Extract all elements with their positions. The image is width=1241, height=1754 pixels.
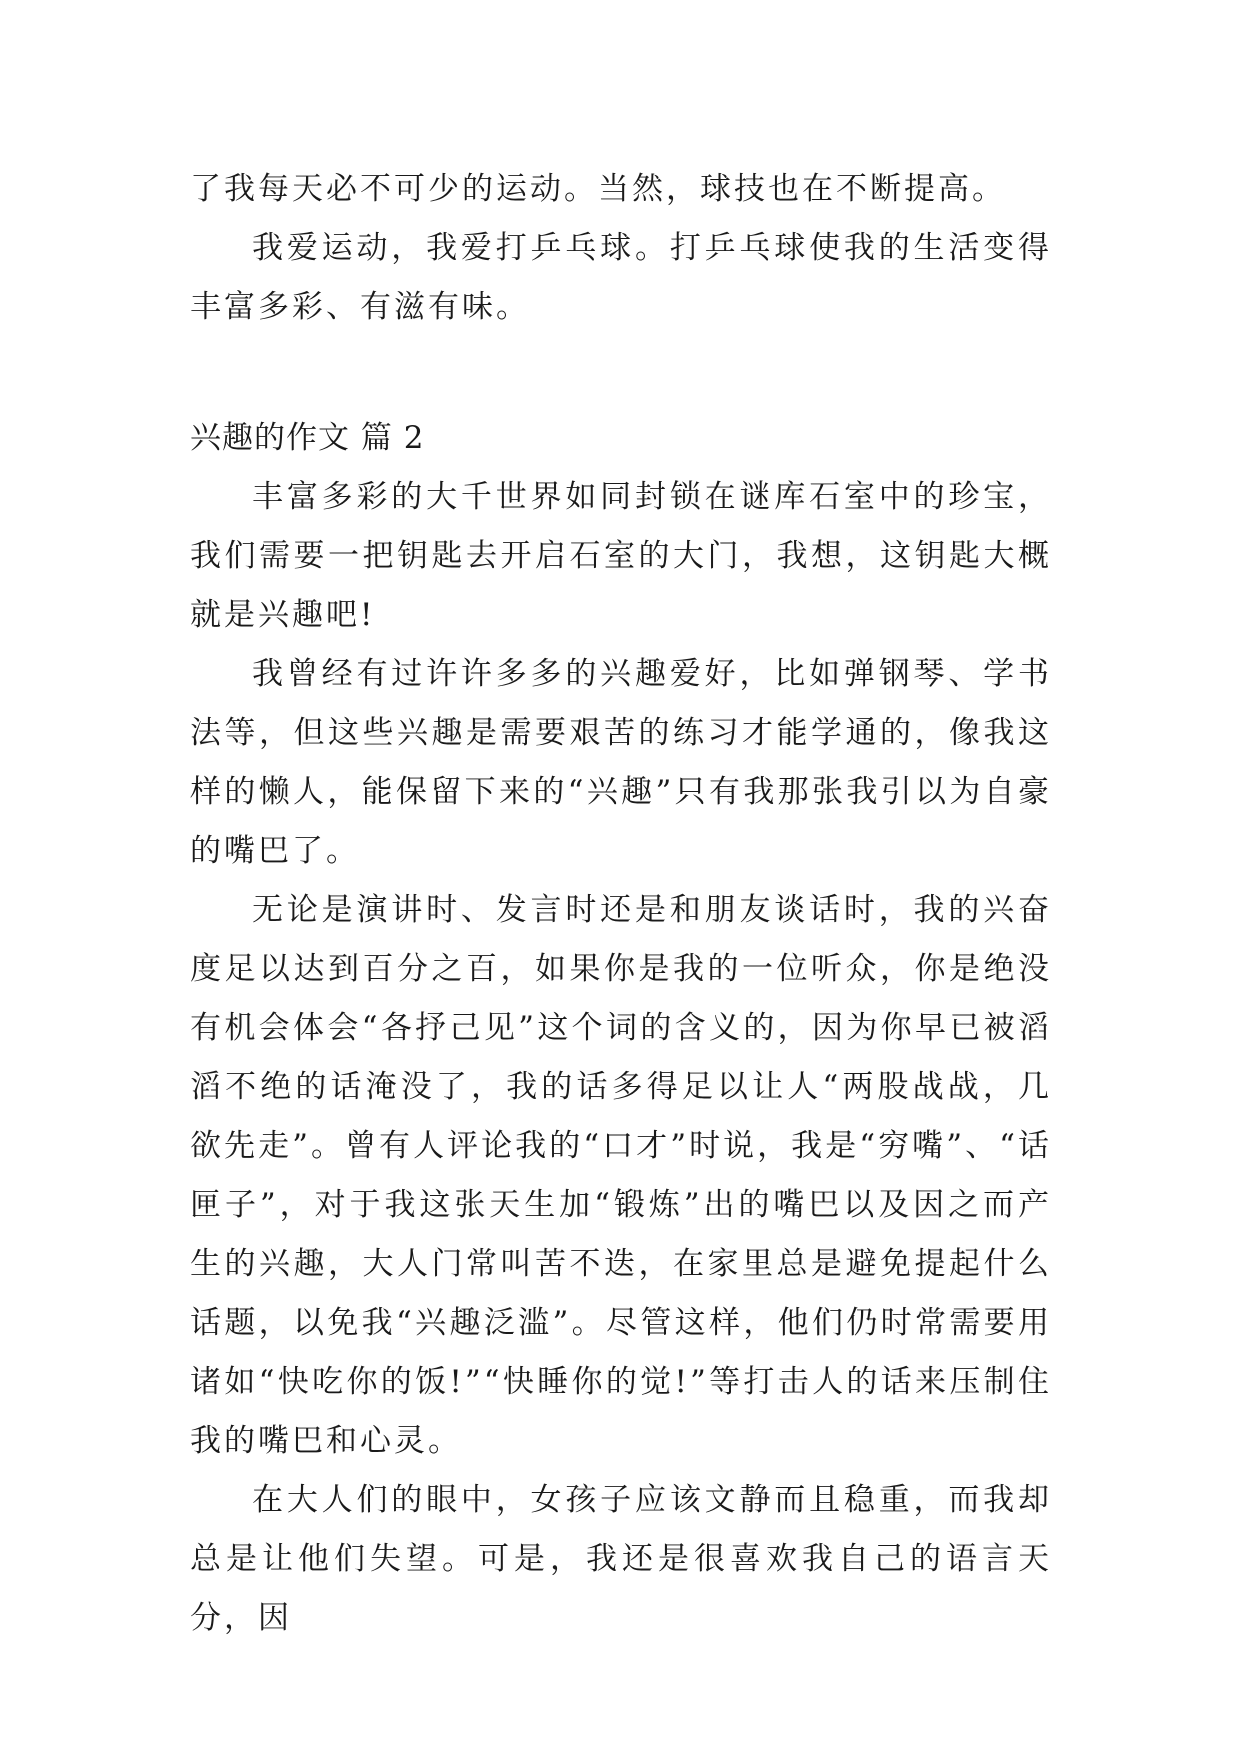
paragraph: 在大人们的眼中，女孩子应该文静而且稳重，而我却总是让他们失望。可是，我还是很喜欢我自己的语言天分，因 (190, 1482, 1052, 1636)
paragraph: 我爱运动，我爱打乒乓球。打乒乓球使我的生活变得丰富多彩、有滋有味。 (190, 230, 1052, 325)
paragraph: 丰富多彩的大千世界如同封锁在谜库石室中的珍宝，我们需要一把钥匙去开启石室的大门，我想，这钥匙大概就是兴趣吧! (190, 479, 1052, 633)
section-gap (190, 337, 1052, 409)
document-page (190, 160, 1052, 1648)
paragraph-continuation: 了我每天必不可少的运动。当然，球技也在不断提高。 (190, 171, 1006, 207)
paragraph: 无论是演讲时、发言时还是和朋友谈话时，我的兴奋度足以达到百分之百，如果你是我的一位听众，你是绝没有机会体会“各抒己见”这个词的含义的，因为你早已被滔滔不绝的话淹没了，我的话多得足以让人“两股战战，几欲先走”。曾有人评论我的“口才”时说，我是“穷嘴”、“话匣子”，对于我这张天生加“锻炼”出的嘴巴以及因之而产生的兴趣，大人门常叫苦不迭，在家里总是避免提起什么话题，以免我“兴趣泛滥”。尽管这样，他们仍时常需要用诸如“快吃你的饭!”“快睡你的觉!”等打击人的话来压制住我的嘴巴和心灵。 (190, 892, 1052, 1459)
paragraph: 我曾经有过许许多多的兴趣爱好，比如弹钢琴、学书法等，但这些兴趣是需要艰苦的练习才能学通的，像我这样的懒人，能保留下来的“兴趣”只有我那张我引以为自豪的嘴巴了。 (190, 656, 1052, 869)
section-heading: 兴趣的作文 篇 2 (190, 420, 425, 456)
